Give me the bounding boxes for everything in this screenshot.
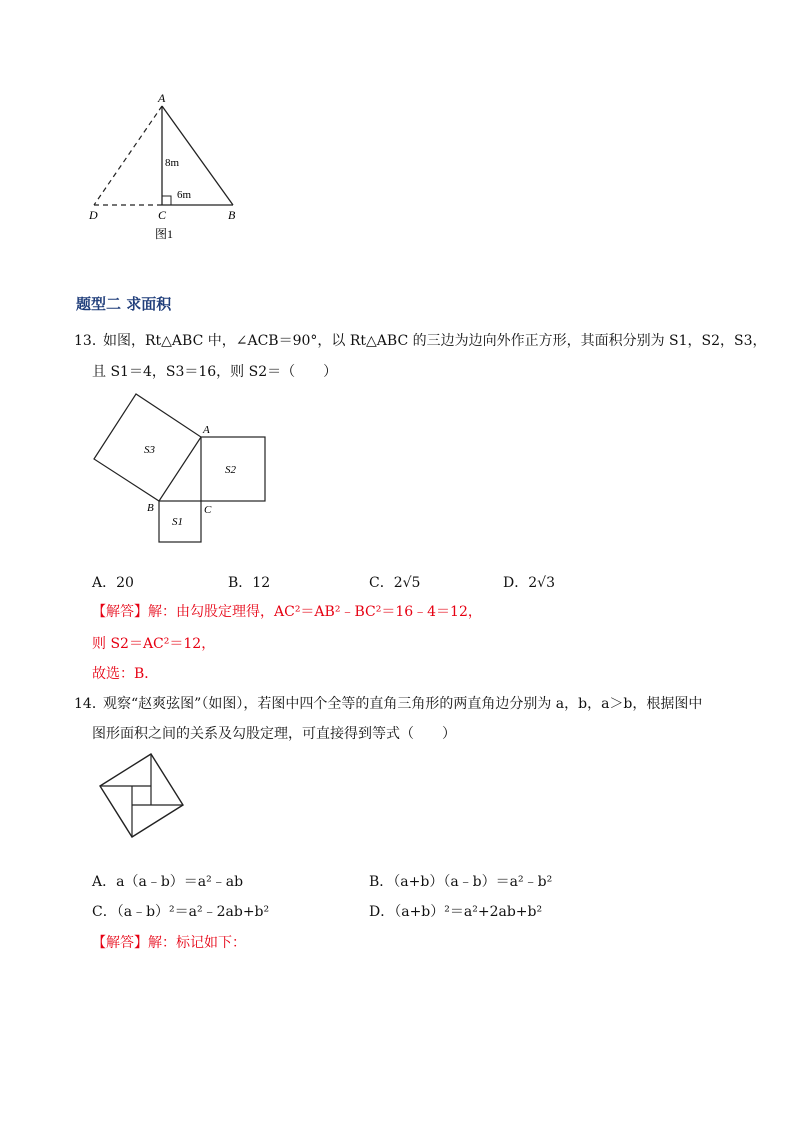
fig1-label-b: B (228, 208, 236, 222)
q13-answer-line-3: 故选：B． (92, 666, 159, 682)
q13-stem-line-1: 如图，Rt△ABC 中，∠ACB＝90°，以 Rt△ABC 的三边为边向外作正方形，其面积分别为 S1，S2，S3， (103, 333, 767, 349)
q13-option-c (369, 573, 420, 593)
q13-option-d-value: 2√3 (528, 575, 555, 591)
q13-option-b-key: B． (228, 575, 253, 591)
q13-option-a-value: 20 (116, 575, 134, 591)
q13-option-b-value: 12 (252, 575, 271, 591)
q13-fig-label-a: A (203, 424, 210, 436)
q13-fig-label-s1: S1 (172, 516, 183, 528)
q13-option-d-key: D． (503, 575, 529, 591)
q13-option-a (92, 573, 134, 593)
q13-option-d (503, 573, 555, 593)
q14-stem-line-1: 观察“赵爽弦图”（如图），若图中四个全等的直角三角形的两直角边分别为 a，b，a＞b，根据图中 (103, 696, 703, 712)
q14-number: 14． (74, 696, 106, 712)
q14-option-a-value: a（a﹣b）＝a²﹣ab (116, 874, 244, 890)
q14-option-a (92, 872, 243, 892)
q13-option-a-key: A． (92, 575, 117, 591)
q14-option-b (369, 872, 552, 892)
q13-fig-label-s2: S2 (225, 464, 236, 476)
q14-stem-line-2: 图形面积之间的关系及勾股定理，可直接得到等式（ ） (92, 726, 456, 742)
q13-fig-label-b: B (147, 502, 154, 514)
fig1-label-a: A (158, 91, 166, 105)
q13-stem-line-2: 且 S1＝4，S3＝16，则 S2＝（ ） (92, 364, 338, 380)
q13-option-b (228, 573, 270, 593)
figure-q14-zhao-shuang (92, 746, 192, 846)
fig1-label-base: 6m (177, 189, 192, 201)
q13-option-c-key: C． (369, 575, 394, 591)
q14-option-c (92, 902, 269, 922)
q13-fig-label-s3: S3 (144, 444, 155, 456)
q14-option-b-value: （a+b）（a﹣b）＝a²﹣b² (393, 874, 553, 890)
figure-q13-squares (88, 385, 278, 550)
q13-answer-line-2: 则 S2＝AC²＝12， (92, 636, 216, 652)
q14-answer-line-1: 【解答】解：标记如下： (92, 935, 246, 951)
q13-number: 13． (74, 333, 106, 349)
q13-fig-label-c: C (204, 504, 212, 516)
q13-answer-line-1: 【解答】解：由勾股定理得，AC²＝AB²﹣BC²＝16﹣4＝12， (92, 604, 482, 620)
q14-option-a-key: A． (92, 874, 117, 890)
q14-option-c-key: C． (92, 904, 117, 920)
fig1-label-height: 8m (165, 157, 180, 169)
q14-option-b-key: B． (369, 874, 394, 890)
fig1-label-d: D (89, 208, 98, 222)
q14-option-d-key: D． (369, 904, 395, 920)
q14-option-d (369, 902, 542, 922)
section-title: 题型二 求面积 (76, 295, 172, 313)
figure-1-triangle (80, 88, 260, 248)
q13-option-c-value: 2√5 (393, 575, 421, 591)
fig1-label-c: C (158, 208, 167, 222)
fig1-caption: 图1 (155, 227, 174, 241)
q14-option-d-value: （a+b）²＝a²+2ab+b² (394, 904, 543, 920)
q14-option-c-value: （a﹣b）²＝a²﹣2ab+b² (116, 904, 270, 920)
